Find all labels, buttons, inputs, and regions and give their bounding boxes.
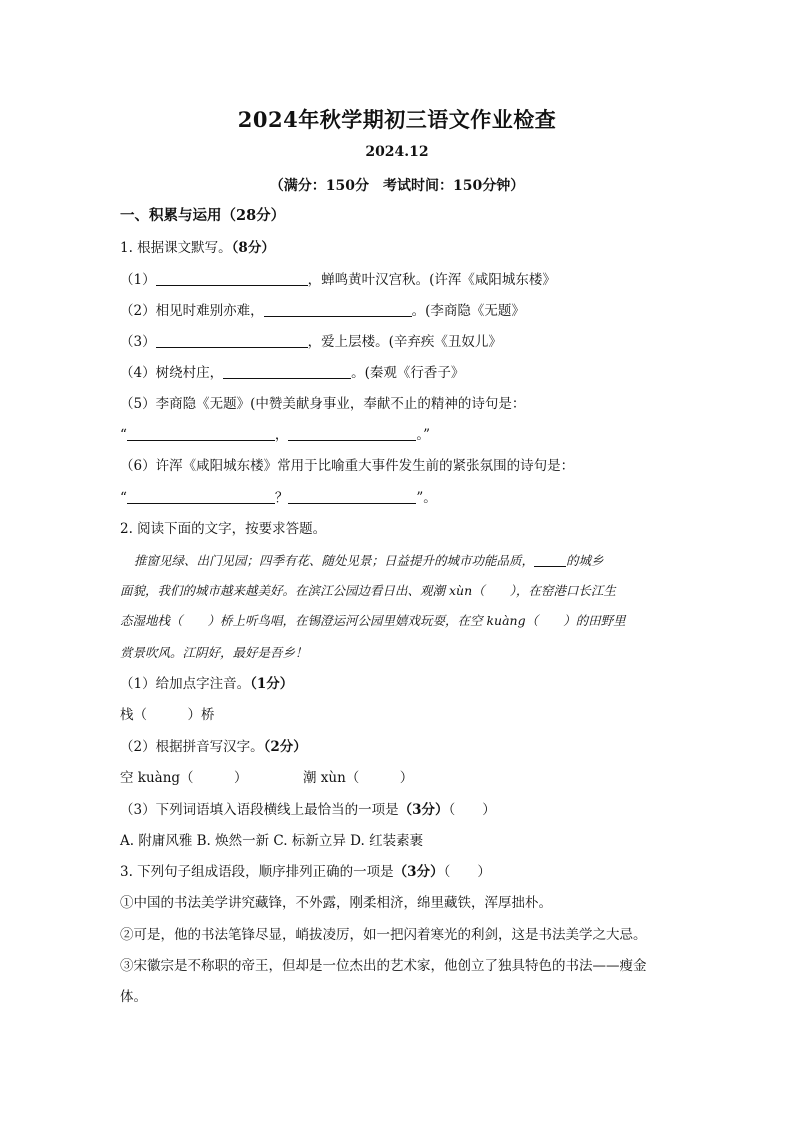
answer-blank[interactable] [288,425,416,441]
answer-blank[interactable] [156,270,308,286]
answer-blank[interactable] [288,488,416,504]
q2-sub-3-options: A. 附庸风雅 B. 焕然一新 C. 标新立异 D. 红装素裹 [120,833,424,849]
passage-line-2: 面貌，我们的城市越来越美好。在滨江公园边看日出、观潮 xùn（ ），在窑港口长江生 [120,583,616,598]
answer-blank[interactable] [127,488,275,504]
q2-sub-3-stem: （3）下列词语填入语段横线上最恰当的一项是（3分）（ ） [120,802,496,818]
q1-item-5-answer: “ ， 。” [120,427,431,443]
q1-item-4: （4）树绕村庄， 。(秦观《行香子》 [120,365,465,381]
passage-line-3: 态湿地栈（ ）桥上听鸟唱，在锡澄运河公园里嬉戏玩耍，在空 kuàng（ ）的田野里 [120,613,626,628]
q1-item-6-stem: （6）许浑《咸阳城东楼》常用于比喻重大事件发生前的紧张氛围的诗句是： [120,458,575,474]
q1-item-3: （3） ，爱上层楼。(辛弃疾《丑奴儿》 [120,334,502,350]
passage-line-1: 推窗见绿、出门见园；四季有花、随处见景；日益提升的城市功能品质， 的城乡 [134,553,604,568]
score-info: （满分：150分 考试时间：150分钟） [269,178,525,194]
answer-blank[interactable] [127,425,275,441]
q3-sentence-3-cont: 体。 [120,989,147,1005]
passage-line-4: 赏景吹风。江阴好，最好是吾乡！ [120,645,308,660]
answer-blank[interactable] [156,332,308,348]
section-heading: 一、积累与运用（28分） [120,207,286,224]
q1-item-6-answer: “ ？ ”。 [120,490,437,506]
q3-sentence-3: ③宋徽宗是不称职的帝王，但却是一位杰出的艺术家，他创立了独具特色的书法——瘦金 [120,958,647,974]
question-2-stem: 2. 阅读下面的文字，按要求答题。 [120,521,327,537]
q2-sub-2-answer-b[interactable]: 潮 xùn（ ） [303,770,414,786]
answer-blank[interactable] [264,301,412,317]
exam-date: 2024.12 [365,144,429,160]
q3-sentence-2: ②可是，他的书法笔锋尽显，峭拔凌厉，如一把闪着寒光的利剑，这是书法美学之大忌。 [120,927,647,943]
answer-blank[interactable] [223,363,351,379]
question-1-stem: 1. 根据课文默写。（8分） [120,240,275,256]
q1-item-1: （1） ，蝉鸣黄叶汉宫秋。(许浑《咸阳城东楼》 [120,272,556,288]
q2-sub-1-stem: （1）给加点字注音。（1分） [120,676,294,692]
q3-sentence-1: ①中国的书法美学讲究藏锋，不外露，刚柔相济，绵里藏铁，浑厚拙朴。 [120,895,552,911]
question-3-stem: 3. 下列句子组成语段，顺序排列正确的一项是（3分）（ ） [120,864,491,880]
q1-item-5-stem: （5）李商隐《无题》(中赞美献身事业，奉献不止的精神的诗句是： [120,396,526,412]
passage-blank[interactable] [534,553,566,567]
exam-title: 2024年秋学期初三语文作业检查 [237,107,557,132]
q1-item-2: （2）相见时难别亦难， 。(李商隐《无题》 [120,303,525,319]
q2-sub-2-answer-a[interactable]: 空 kuàng（ ） [120,770,248,786]
q2-sub-1-answer[interactable]: 栈（ ）桥 [120,707,215,723]
q2-sub-2-stem: （2）根据拼音写汉字。（2分） [120,739,307,755]
